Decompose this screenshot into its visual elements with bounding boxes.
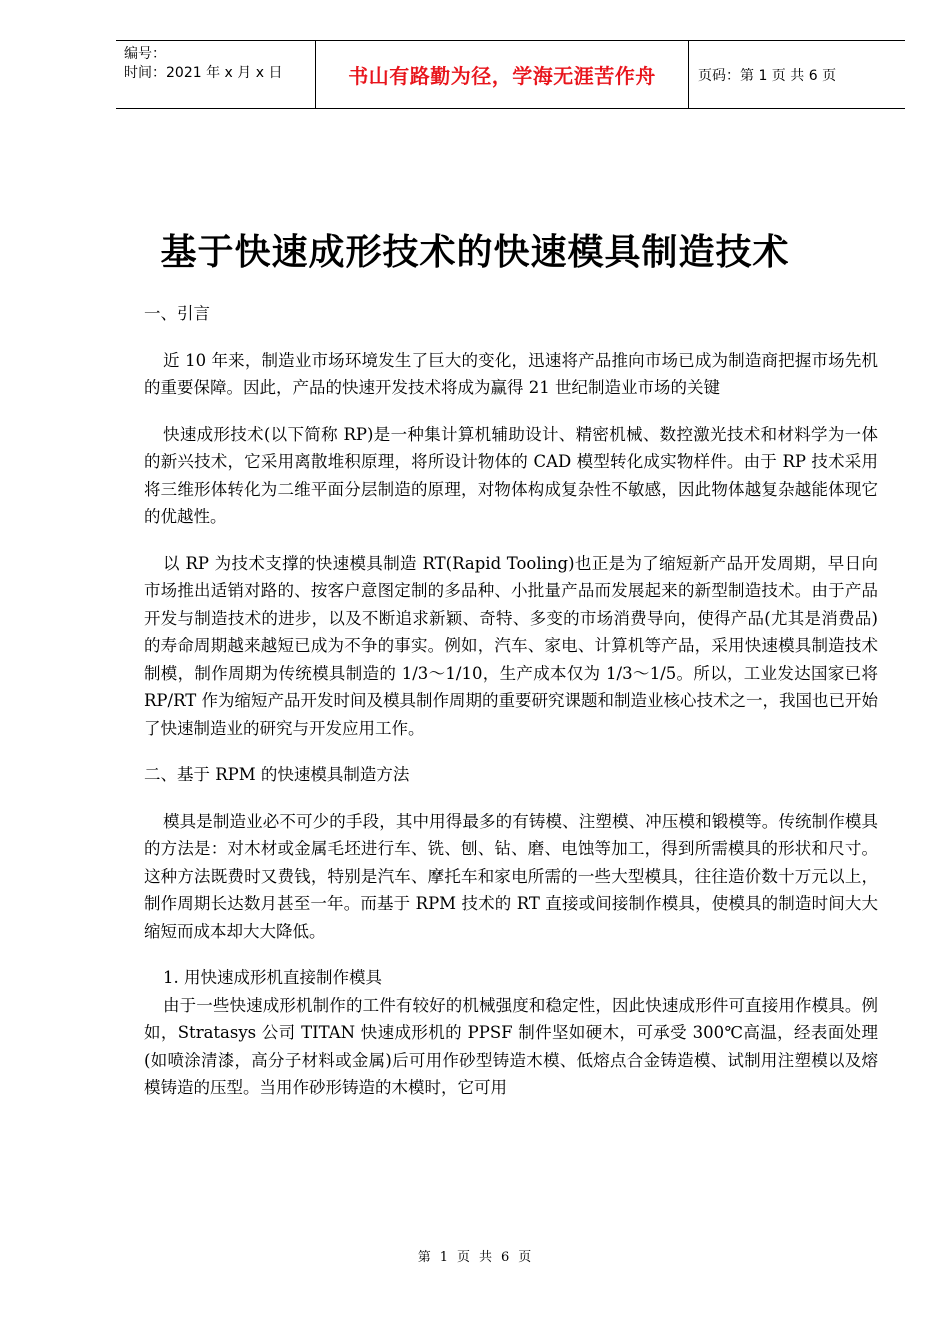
section-heading: 二、基于 RPM 的快速模具制造方法 (144, 765, 410, 784)
paragraph: 快速成形技术(以下简称 RP)是一种集计算机辅助设计、精密机械、数控激光技术和材料学为一体的新兴技术，它采用离散堆积原理，将所设计物体的 CAD 模型转化成实物样件。由于 RP 技术采用将三维形体转化为二维平面分层制造的原理，对物体构成复杂性不敏感，因此物体越复杂越能体现它的优越性。 (144, 424, 878, 526)
document-title: 基于快速成形技术的快速模具制造技术 (160, 232, 790, 273)
header-motto: 书山有路勤为径，学海无涯苦作舟 (348, 64, 656, 88)
footer-text: 页 (518, 1250, 533, 1265)
subsection-heading: 1. 用快速成形机直接制作模具 (163, 968, 382, 987)
footer-page-number: 1 (439, 1250, 449, 1265)
footer-total-pages: 6 (501, 1250, 511, 1265)
footer-text: 页 (456, 1250, 471, 1265)
paragraph: 由于一些快速成形机制作的工件有较好的机械强度和稳定性，因此快速成形件可直接用作模具。例如，Stratasys 公司 TITAN 快速成形机的 PPSF 制件坚如硬木，可承受 300℃高温，经表面处理(如喷涂清漆，高分子材料或金属)后可用作砂型铸造木模、低熔点合金铸造模、试制用注塑模以及熔模铸造的压型。当用作砂形铸造的木模时，它可用 (144, 995, 878, 1097)
document-body (144, 300, 878, 1121)
section-heading: 一、引言 (144, 304, 210, 323)
header-divider (688, 41, 689, 108)
footer-text: 共 (479, 1250, 494, 1265)
document-number-label: 编号： (124, 46, 166, 62)
header-meta (124, 45, 314, 83)
page-footer (0, 1246, 950, 1265)
footer-text: 第 (417, 1250, 432, 1265)
page-header (116, 40, 905, 109)
document-time-label: 时间：2021 年 x 月 x 日 (124, 65, 283, 81)
paragraph: 以 RP 为技术支撑的快速模具制造 RT(Rapid Tooling)也正是为了缩短新产品开发周期，早日向市场推出适销对路的、按客户意图定制的多品种、小批量产品而发展起来的新型制造技术。由于产品开发与制造技术的进步，以及不断追求新颖、奇特、多变的市场消费导向，使得产品(尤其是消费品)的寿命周期越来越短已成为不争的事实。例如，汽车、家电、计算机等产品，采用快速模具制造技术制模，制作周期为传统模具制造的 1/3～1/10，生产成本仅为 1/3～1/5。所以，工业发达国家已将 RP/RT 作为缩短产品开发时间及模具制作周期的重要研究课题和制造业核心技术之一，我国也已开始了快速制造业的研究与开发应用工作。 (144, 553, 878, 738)
header-page-info: 页码：第 1 页 共 6 页 (698, 67, 837, 84)
paragraph: 近 10 年来，制造业市场环境发生了巨大的变化，迅速将产品推向市场已成为制造商把握市场先机的重要保障。因此，产品的快速开发技术将成为赢得 21 世纪制造业市场的关键 (144, 350, 878, 397)
paragraph: 模具是制造业必不可少的手段，其中用得最多的有铸模、注塑模、冲压模和锻模等。传统制作模具的方法是：对木材或金属毛坯进行车、铣、刨、钻、磨、电蚀等加工，得到所需模具的形状和尺寸。这种方法既费时又费钱，特别是汽车、摩托车和家电所需的一些大型模具，往往造价数十万元以上，制作周期长达数月甚至一年。而基于 RPM 技术的 RT 直接或间接制作模具，使模具的制造时间大大缩短而成本却大大降低。 (144, 811, 878, 941)
